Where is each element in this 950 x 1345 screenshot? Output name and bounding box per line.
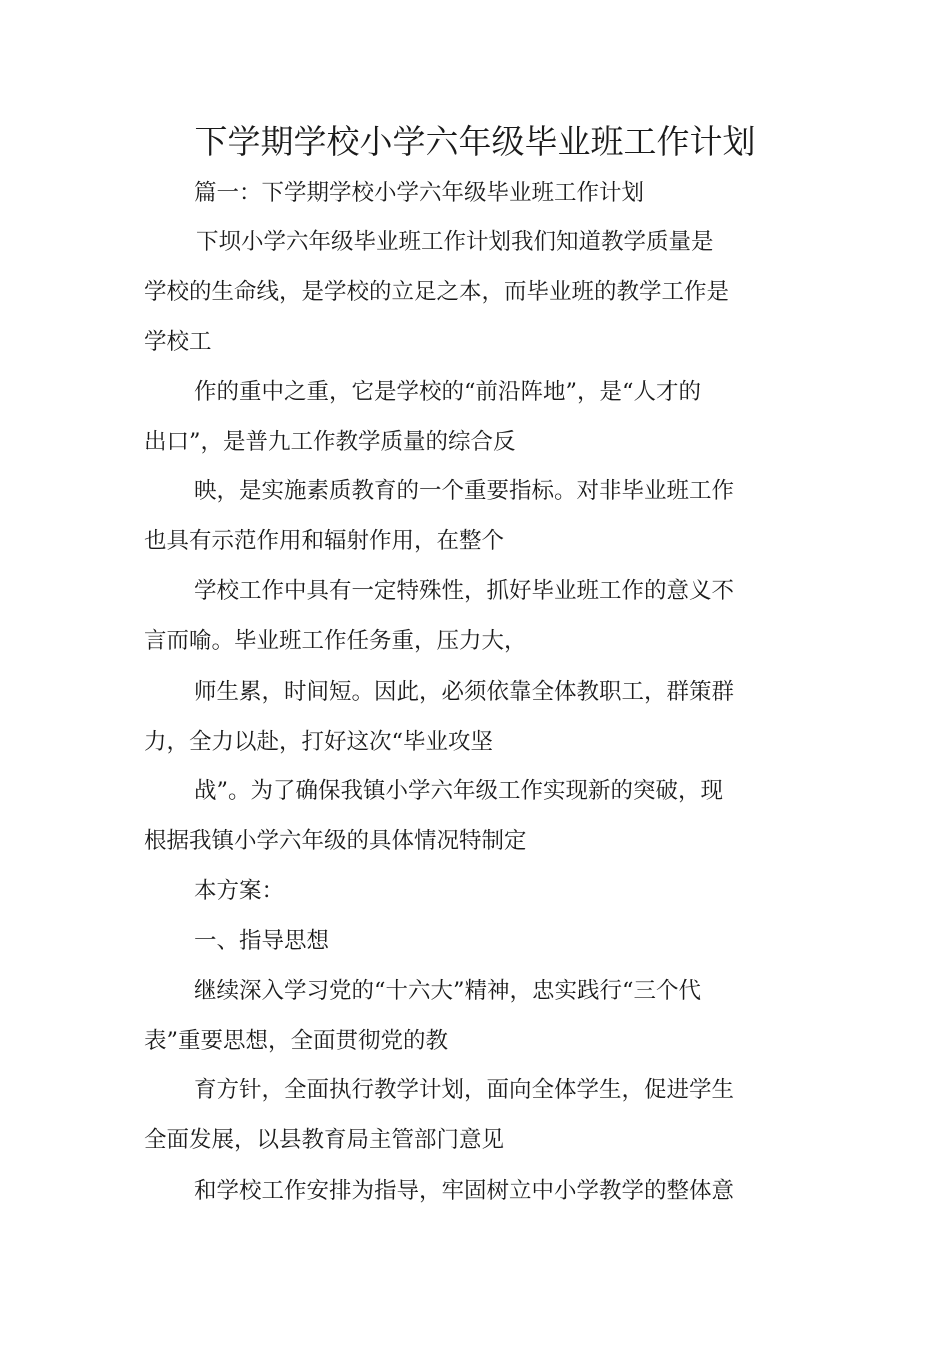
paragraph-line: 育方针，全面执行教学计划，面向全体学生，促进学生 xyxy=(194,1077,735,1103)
document-title: 下学期学校小学六年级毕业班工作计划 xyxy=(194,122,756,161)
paragraph-line: 力，全力以赴，打好这次“毕业攻坚 xyxy=(144,729,494,755)
paragraph-line: 作的重中之重，它是学校的“前沿阵地”，是“人才的 xyxy=(194,379,702,405)
section-heading: 一、指导思想 xyxy=(194,928,330,954)
paragraph-line: 战”。为了确保我镇小学六年级工作实现新的突破，现 xyxy=(194,778,724,804)
paragraph-line: 和学校工作安排为指导，牢固树立中小学教学的整体意 xyxy=(194,1178,735,1204)
paragraph-line: 本方案： xyxy=(194,878,285,904)
paragraph-line: 下坝小学六年级毕业班工作计划我们知道教学质量是 xyxy=(196,229,714,255)
paragraph-line: 根据我镇小学六年级的具体情况特制定 xyxy=(144,828,527,854)
paragraph-line: 出口”，是普九工作教学质量的综合反 xyxy=(144,429,516,455)
paragraph-line: 映，是实施素质教育的一个重要指标。对非毕业班工作 xyxy=(194,478,735,504)
paragraph-line: 也具有示范作用和辐射作用，在整个 xyxy=(144,528,505,554)
paragraph-line: 继续深入学习党的“十六大”精神，忠实践行“三个代 xyxy=(194,978,702,1004)
paragraph-line: 表”重要思想，全面贯彻党的教 xyxy=(144,1028,449,1054)
paragraph-line: 全面发展，以县教育局主管部门意见 xyxy=(144,1127,505,1153)
paragraph-line: 学校工 xyxy=(144,329,212,355)
paragraph-line: 师生累，时间短。因此，必须依靠全体教职工，群策群 xyxy=(194,679,735,705)
paragraph-line: 学校工作中具有一定特殊性，抓好毕业班工作的意义不 xyxy=(194,578,735,604)
subtitle-line: 篇一：下学期学校小学六年级毕业班工作计划 xyxy=(194,180,645,206)
paragraph-line: 学校的生命线，是学校的立足之本，而毕业班的教学工作是 xyxy=(144,279,730,305)
paragraph-line: 言而喻。毕业班工作任务重，压力大， xyxy=(144,628,527,654)
